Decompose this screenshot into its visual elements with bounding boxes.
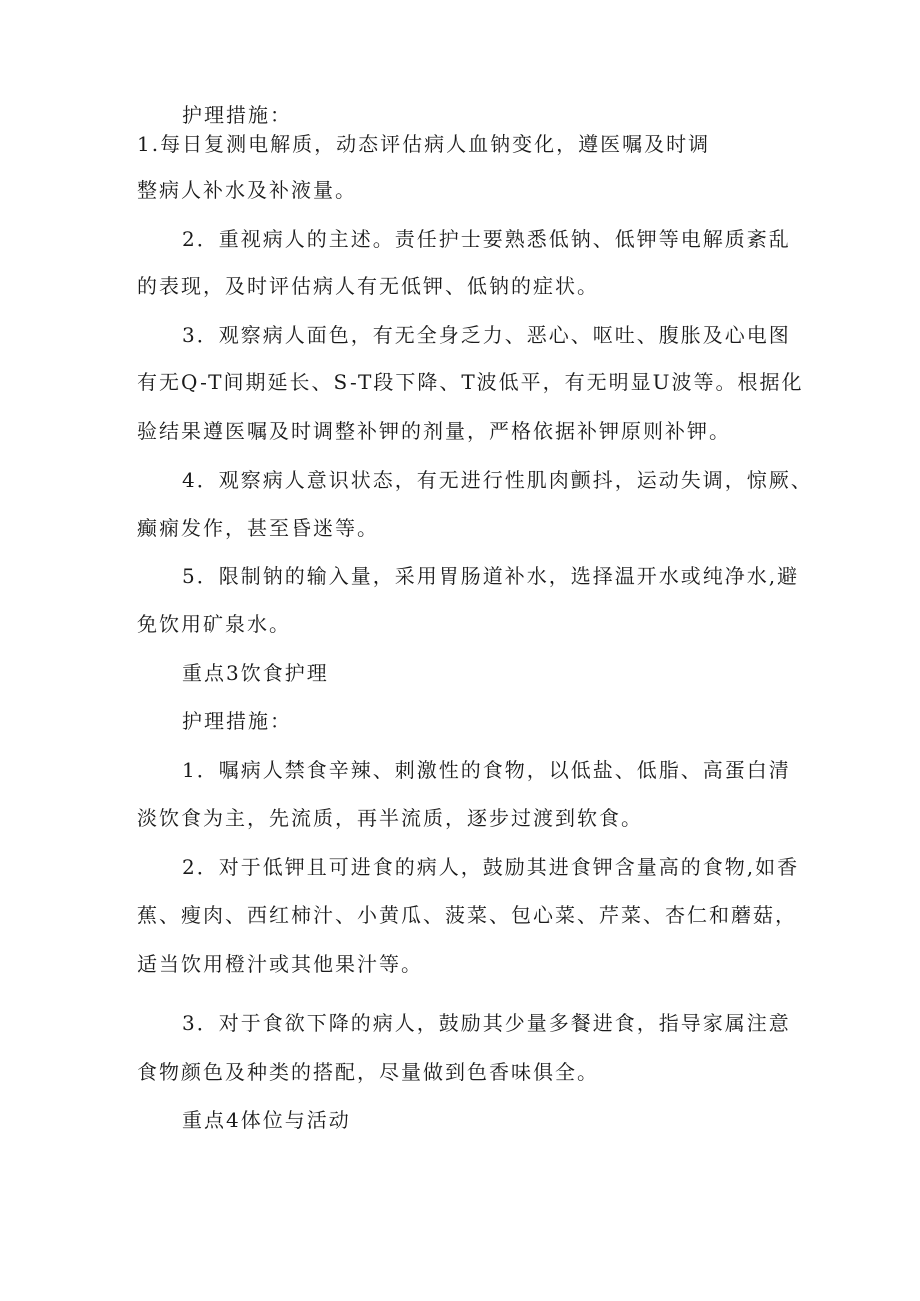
measure-5-line-2: 免饮用矿泉水。 — [137, 612, 291, 636]
measure-3-line-3: 验结果遵医嘱及时调整补钾的剂量，严格依据补钾原则补钾。 — [137, 419, 731, 443]
section-heading-diet: 重点3饮食护理 — [182, 661, 329, 685]
section-heading-position-activity: 重点4体位与活动 — [182, 1108, 351, 1132]
measure-2-line-2: 的表现，及时评估病人有无低钾、低钠的症状。 — [137, 274, 599, 298]
measure-4-line-2: 癫痫发作，甚至昏迷等。 — [137, 516, 379, 540]
measure-4-line-1: 4．观察病人意识状态，有无进行性肌肉颤抖，运动失调，惊厥、 — [182, 468, 813, 492]
measure-1-line-1: 1.每日复测电解质，动态评估病人血钠变化，遵医嘱及时调 — [137, 132, 711, 156]
diet-3-line-1: 3．对于食欲下降的病人，鼓励其少量多餐进食，指导家属注意 — [182, 1011, 791, 1035]
diet-1-line-2: 淡饮食为主，先流质，再半流质，逐步过渡到软食。 — [137, 806, 643, 830]
nursing-measures-heading-2: 护理措施： — [182, 709, 292, 733]
diet-3-line-2: 食物颜色及种类的搭配，尽量做到色香味俱全。 — [137, 1060, 599, 1084]
measure-1-line-2: 整病人补水及补液量。 — [137, 178, 357, 202]
diet-1-line-1: 1．嘱病人禁食辛辣、刺激性的食物，以低盐、低脂、高蛋白清 — [182, 758, 791, 782]
diet-2-line-2: 蕉、瘦肉、西红柿汁、小黄瓜、菠菜、包心菜、芹菜、杏仁和蘑菇， — [137, 903, 797, 927]
measure-3-line-2: 有无Q-T间期延长、S-T段下降、T波低平，有无明显U波等。根据化 — [137, 370, 804, 394]
diet-2-line-1: 2．对于低钾且可进食的病人，鼓励其进食钾含量高的食物,如香 — [182, 855, 800, 879]
measure-3-line-1: 3．观察病人面色，有无全身乏力、恶心、呕吐、腹胀及心电图 — [182, 323, 791, 347]
nursing-measures-heading-1: 护理措施： — [182, 103, 292, 127]
measure-5-line-1: 5．限制钠的输入量，采用胃肠道补水，选择温开水或纯净水,避 — [182, 564, 800, 588]
diet-2-line-3: 适当饮用橙汁或其他果汁等。 — [137, 952, 423, 976]
measure-2-line-1: 2．重视病人的主述。责任护士要熟悉低钠、低钾等电解质紊乱 — [182, 227, 791, 251]
